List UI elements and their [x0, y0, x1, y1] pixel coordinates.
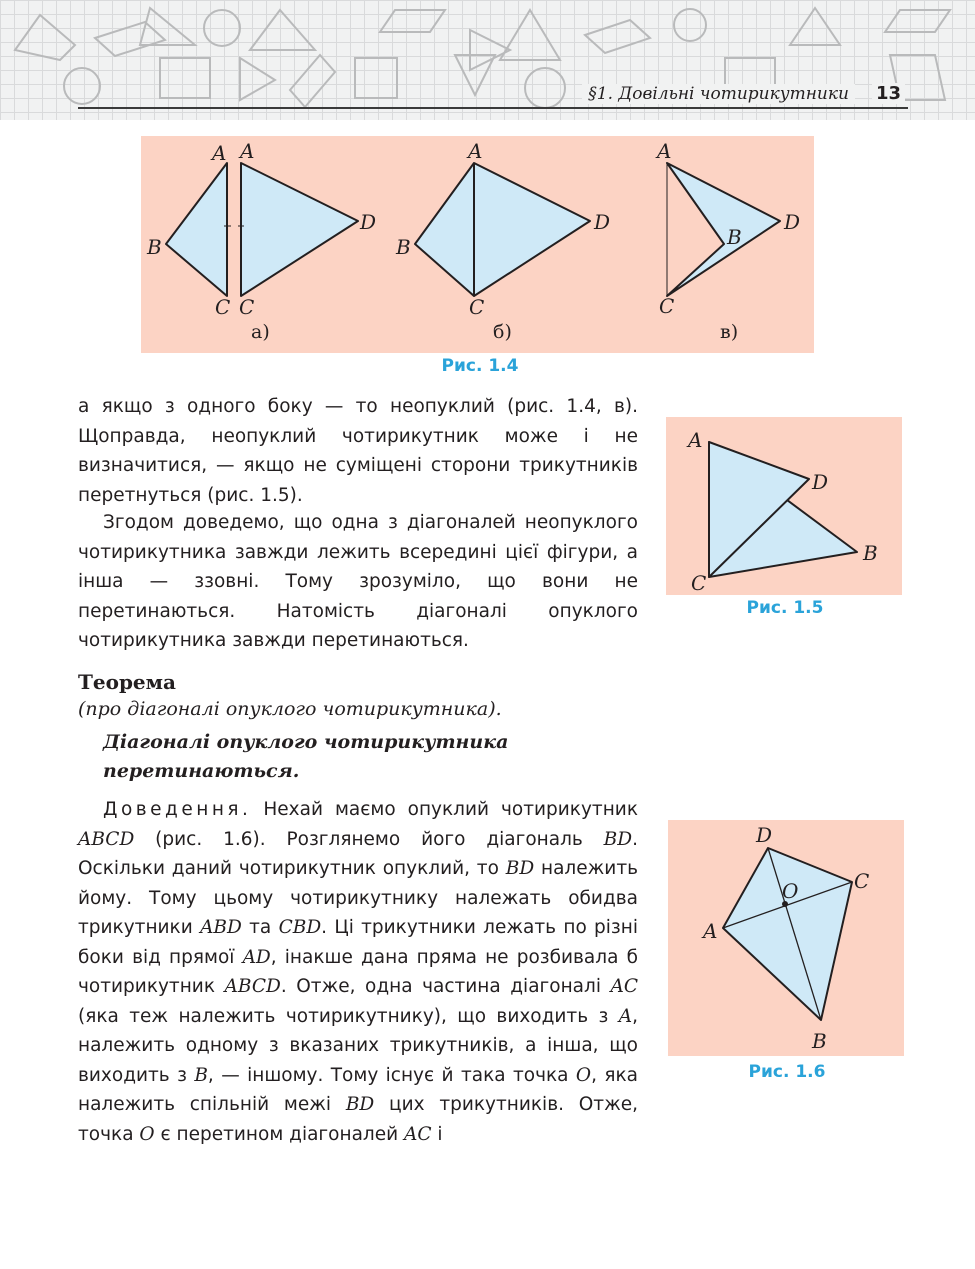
point-label: A	[688, 428, 703, 452]
deco-rhombus	[585, 20, 650, 53]
convex-quadrilateral	[415, 163, 590, 296]
theorem-subtitle: (про діагоналі опуклого чотирикутника).	[78, 698, 502, 720]
point-label: C	[469, 295, 485, 319]
running-head-title: §1. Довільні чотирикутники	[582, 84, 855, 104]
point-label: D	[756, 823, 773, 847]
panel-label: б)	[493, 321, 512, 343]
point-label: D	[812, 470, 829, 494]
point-label: B	[812, 1029, 827, 1053]
deco-circle	[674, 9, 706, 41]
panel-label: а)	[251, 321, 270, 343]
proof-paragraph: Доведення. Нехай маємо опуклий чотирикутник ABCD (рис. 1.6). Розглянемо його діагональ BD. Оскільки даний чотирикутник опуклий, то BD належить йому. Тому цьому чотирикутнику належать обидва трикутники ABD та CBD. Ці трикутники лежать по різні боки від прямої AD, інакше дана пряма не розбивала б чотирикутник ABCD. Отже, одна частина діагоналі AC (яка теж належить чотирикутнику), що виходить з A, належить одному з вказаних трикутників, а інша, що виходить з B, — іншому. Тому існує й така точка O, яка належить спільній межі BD цих трикутників. Отже, точка O є перетином діагоналей AC і	[78, 799, 639, 1145]
figure-1-4-panel	[141, 136, 814, 353]
point-label: B	[396, 235, 411, 259]
deco-parallelogram	[380, 10, 445, 32]
point-label: C	[215, 295, 231, 319]
point-label: A	[703, 919, 718, 943]
point-label: B	[863, 541, 878, 565]
point-label: D	[360, 210, 377, 234]
point-label: A	[657, 139, 672, 163]
point-label: A	[212, 141, 227, 165]
deco-triangle	[240, 58, 275, 100]
figure-1-6-caption: Рис. 1.6	[748, 1062, 826, 1082]
convex-quadrilateral-abcd	[723, 848, 852, 1020]
deco-triangle	[500, 10, 560, 60]
header-rule	[78, 107, 908, 109]
deco-rhombus	[290, 55, 335, 107]
figure-1-6-panel	[668, 820, 904, 1056]
theorem-statement: Діагоналі опуклого чотирикутника перетинаються.	[103, 731, 509, 782]
deco-parallelogram	[885, 10, 950, 32]
figure-1-4-caption: Рис. 1.4	[441, 356, 519, 376]
deco-circle	[204, 10, 240, 46]
triangle-abc-left	[166, 163, 227, 296]
point-label: C	[239, 295, 255, 319]
deco-triangle	[15, 15, 75, 60]
paragraph-2: Згодом доведемо, що одна з діагоналей неопуклого чотирикутника завжди лежить всередині цієї фігури, а інша — ззовні. Тому зрозуміло, що вони не перетинаються. Натомість діагоналі опуклого чотирикутника завжди перетинаються.	[78, 512, 638, 651]
point-label: D	[594, 210, 611, 234]
panel-label: в)	[720, 321, 739, 343]
deco-triangle	[250, 10, 315, 50]
point-label: C	[659, 294, 675, 318]
nonconvex-quadrilateral	[667, 163, 780, 296]
triangle-acd-right	[241, 163, 358, 296]
page-number: 13	[872, 83, 905, 104]
point-label: B	[727, 225, 742, 249]
figure-1-5-drawing	[666, 417, 902, 595]
theorem-title: Теорема	[78, 670, 176, 694]
point-label: A	[240, 139, 255, 163]
page-header	[0, 0, 975, 120]
deco-circle	[525, 68, 565, 108]
deco-rhombus	[95, 22, 165, 56]
paragraph-1: а якщо з одного боку — то неопуклий (рис. 1.4, в). Щоправда, неопуклий чотирикутник може і не визначитися, — якщо не суміщені сторони трикутників перетнуться (рис. 1.5).	[78, 396, 638, 506]
point-label: C	[691, 571, 707, 595]
figure-1-6-drawing	[668, 820, 904, 1056]
point-label: O	[782, 879, 799, 903]
point-label: D	[784, 210, 801, 234]
figure-1-5-panel	[666, 417, 902, 595]
deco-circle	[64, 68, 100, 104]
point-label: B	[147, 235, 162, 259]
figure-1-4-drawing	[141, 136, 814, 353]
deco-square	[355, 58, 397, 98]
deco-square	[160, 58, 210, 98]
point-label: C	[854, 869, 870, 893]
deco-triangle	[790, 8, 840, 45]
point-label: A	[468, 139, 483, 163]
proof-label: Доведення.	[103, 799, 252, 820]
deco-triangle	[140, 8, 195, 45]
figure-1-5-caption: Рис. 1.5	[746, 598, 824, 618]
